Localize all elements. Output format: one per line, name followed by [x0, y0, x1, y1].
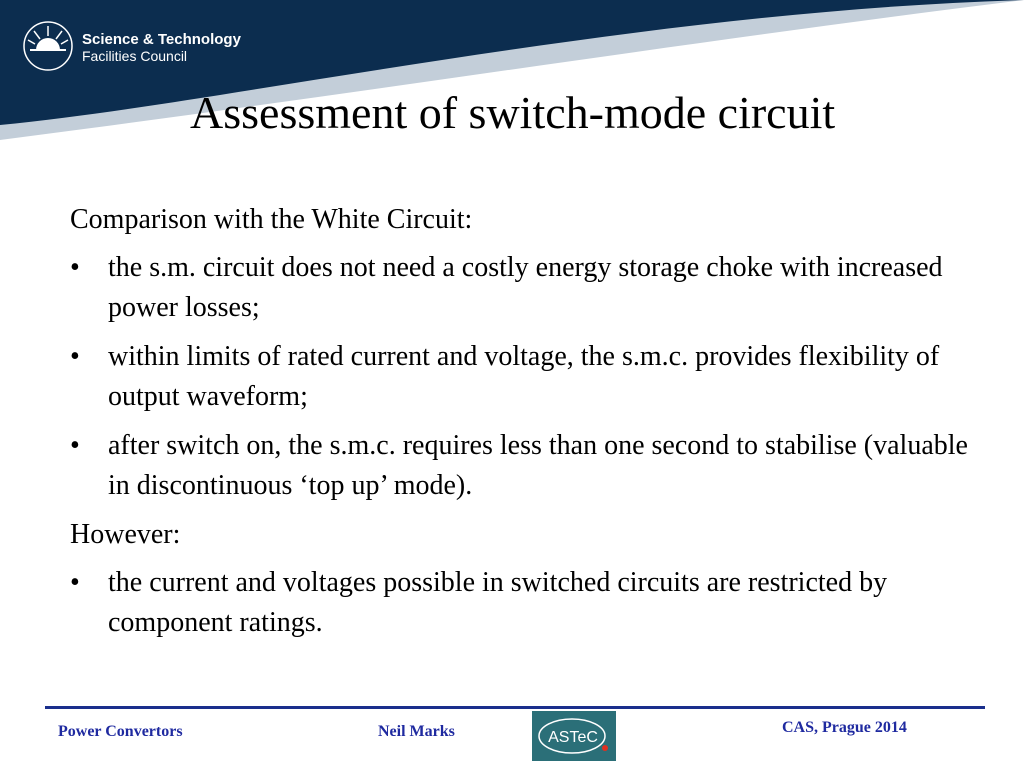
list-item — [70, 337, 970, 417]
bullet-icon: • — [70, 341, 80, 372]
bullet-icon: • — [70, 567, 80, 598]
bullet-icon: • — [70, 252, 80, 283]
slide-body — [70, 200, 970, 652]
footer-event: CAS, Prague 2014 — [782, 719, 907, 736]
list-item — [70, 248, 970, 328]
bullet-list — [70, 248, 970, 506]
list-item-text: within limits of rated current and voltage, the s.m.c. provides flexibility of output waveform; — [108, 341, 940, 412]
astec-text: ASTeC — [548, 729, 598, 746]
list-item-text: the s.m. circuit does not need a costly energy storage choke with increased power losses; — [108, 252, 943, 323]
list-item-text: after switch on, the s.m.c. requires less than one second to stabilise (valuable in discontinuous ‘top up’ mode). — [108, 430, 968, 501]
sunburst-icon — [20, 18, 76, 74]
however-text: However: — [70, 519, 181, 550]
org-name — [82, 14, 241, 64]
footer-left: Power Convertors — [58, 723, 183, 740]
list-item — [70, 426, 970, 506]
list-item-text: the current and voltages possible in switched circuits are restricted by component ratings. — [108, 567, 888, 638]
bullet-list-2 — [70, 563, 970, 643]
org-name-line1: Science & Technology — [82, 31, 241, 48]
footer-divider — [45, 706, 985, 709]
list-item — [70, 563, 970, 643]
footer-author: Neil Marks — [378, 723, 455, 740]
astec-dot — [602, 745, 608, 751]
slide-title: Assessment of switch-mode circuit — [190, 87, 836, 138]
stfc-logo — [20, 14, 260, 74]
bullet-icon: • — [70, 430, 80, 461]
astec-logo — [532, 711, 616, 761]
org-name-line2: Facilities Council — [82, 48, 188, 65]
intro-text: Comparison with the White Circuit: — [70, 204, 473, 235]
